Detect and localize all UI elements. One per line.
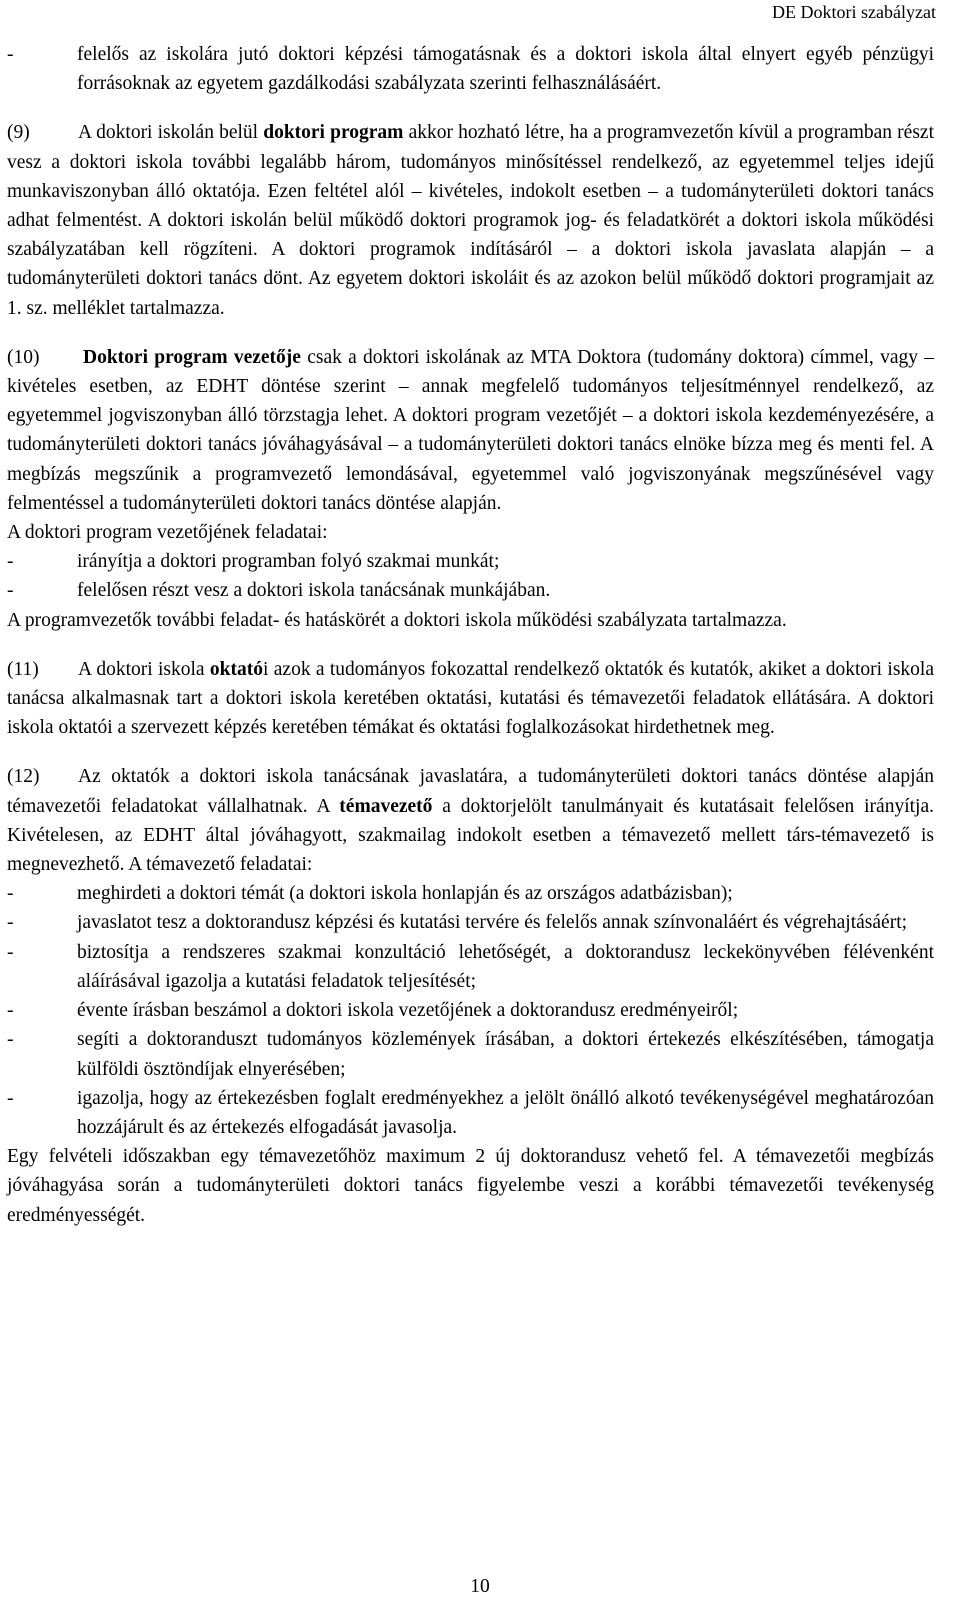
document-body <box>7 40 934 1230</box>
list-item-text: felelősen részt vesz a doktori iskola tanácsának munkájában. <box>77 580 551 602</box>
paragraph-10 <box>7 343 934 518</box>
paragraph-number: (11) <box>7 658 39 680</box>
list-bullet: - <box>7 1087 14 1109</box>
paragraph-11 <box>7 655 934 743</box>
paragraph-text: a doktorjelölt tanulmányait és kutatásait felelősen irányítja. Kivételesen, az EDHT által jóváhagyott, szakmailag indokolt esetben a témavezető mellett társ-témavezető is megnevezhető. A témavezető feladatai: <box>7 795 934 876</box>
list-item-text: segíti a doktoranduszt tudományos közlemények írásában, a doktori értekezés elkészítésében, támogatja külföldi ösztöndíjak elnyerésében; <box>77 1029 934 1080</box>
page-number: 10 <box>470 1576 490 1597</box>
list-bullet: - <box>7 941 14 963</box>
intro-list-item <box>7 40 934 98</box>
list-bullet: - <box>7 580 14 602</box>
list-bullet: - <box>7 1029 14 1051</box>
list-item-text: biztosítja a rendszeres szakmai konzultáció lehetőségét, a doktorandusz leckekönyvében félévenként aláírásával igazolja a kutatási feladatok teljesítését; <box>77 941 934 992</box>
list-item <box>7 996 934 1025</box>
list-item <box>7 879 934 908</box>
list-item <box>7 1084 934 1142</box>
bold-term: Doktori program vezetője <box>83 346 301 368</box>
paragraph-closing: A programvezetők további feladat- és hatáskörét a doktori iskola működési szabályzata tartalmazza. <box>7 609 787 631</box>
list-item <box>7 547 934 576</box>
running-header: DE Doktori szabályzat <box>772 2 936 22</box>
list-bullet: - <box>7 1000 14 1022</box>
paragraph-text: i azok a tudományos fokozattal rendelkező oktatók és kutatók, akiket a doktori iskola tanácsa alkalmasnak tart a doktori iskola keretében oktatási, kutatási és témavezetői feladatok ellátására. A doktori iskola oktatói a szervezett képzés keretében témákat és oktatási foglalkozásokat hirdethetnek meg. <box>7 658 935 739</box>
list-item-text: meghirdeti a doktori témát (a doktori iskola honlapján és az országos adatbázisban); <box>77 883 733 905</box>
paragraph-number: (9) <box>7 122 30 144</box>
paragraph-text: A doktori iskola <box>78 658 210 680</box>
list-item-text: javaslatot tesz a doktorandusz képzési és kutatási tervére és felelős annak színvonaláért és végrehajtásáért; <box>77 912 908 934</box>
paragraph-text: Az oktatók a doktori iskola tanácsának javaslatára, a tudományterületi doktori tanács döntése alapján témavezetői feladatokat vállalhatnak. A <box>7 766 934 817</box>
bold-term: oktató <box>209 658 264 680</box>
list-bullet: - <box>7 912 14 934</box>
list-item-text: irányítja a doktori programban folyó szakmai munkát; <box>77 551 500 573</box>
paragraph-text: csak a doktori iskolának az MTA Doktora (tudomány doktora) címmel, vagy – kivételes esetben, az EDHT döntése szerint – annak megfelelő tudományos teljesítménnyel rendelkező, az egyetemmel jogviszonyban álló törzstagja lehet. A doktori program vezetőjét – a doktori iskola kezdeményezésére, a tudományterületi doktori tanács jóváhagyásával – a tudományterületi doktori tanács elnöke bízza meg és menti fel. A megbízás megszűnik a programvezető lemondásával, egyetemmel való jogviszonyának megszűnésével vagy felmentéssel a tudományterületi doktori tanács döntése alapján. <box>7 346 934 514</box>
list-item <box>7 576 934 605</box>
paragraph-closing: Egy felvételi időszakban egy témavezetőhöz maximum 2 új doktorandusz vehető fel. A témavezetői megbízás jóváhagyása során a tudományterületi doktori tanács figyelembe veszi a korábbi témavezetői tevékenység eredményességét. <box>7 1146 934 1226</box>
bold-term: témavezető <box>339 795 433 817</box>
list-bullet: - <box>7 44 14 65</box>
paragraph-number: (12) <box>7 766 40 788</box>
bold-term: doktori program <box>263 122 404 144</box>
list-item-text: igazolja, hogy az értekezésben foglalt eredményekhez a jelölt önálló alkotó tevékenységével meghatározóan hozzájárult és az értekezés elfogadását javasolja. <box>77 1087 934 1138</box>
list-item <box>7 908 934 937</box>
list-item <box>7 938 934 996</box>
paragraph-12 <box>7 762 934 879</box>
duties-heading: A doktori program vezetőjének feladatai: <box>7 522 328 544</box>
list-item-text: felelős az iskolára jutó doktori képzési támogatásnak és a doktori iskola által elnyert egyéb pénzügyi forrásoknak az egyetem gazdálkodási szabályzata szerinti felhasználásáért. <box>77 44 934 95</box>
paragraph-text: A doktori iskolán belül <box>78 122 264 144</box>
list-bullet: - <box>7 883 14 905</box>
paragraph-text: akkor hozható létre, ha a programvezetőn kívül a programban részt vesz a doktori iskola további legalább három, tudományos minősítéssel rendelkező, az egyetemmel teljes idejű munkaviszonyban álló oktatója. Ezen feltétel alól – kivételes, indokolt esetben – a tudományterületi doktori tanács adhat felmentést. A doktori iskolán belül működő doktori programok jog- és feladatkörét a doktori iskola működési szabályzatában kell rögzíteni. A doktori programok indításáról – a doktori iskola javaslata alapján – a tudományterületi doktori tanács dönt. Az egyetem doktori iskoláit és az azokon belül működő doktori programjait az 1. sz. melléklet tartalmazza. <box>7 122 934 319</box>
list-item <box>7 1025 934 1083</box>
paragraph-9 <box>7 118 934 322</box>
paragraph-number: (10) <box>7 346 40 368</box>
list-item-text: évente írásban beszámol a doktori iskola vezetőjének a doktorandusz eredményeiről; <box>77 1000 739 1022</box>
list-bullet: - <box>7 551 14 573</box>
